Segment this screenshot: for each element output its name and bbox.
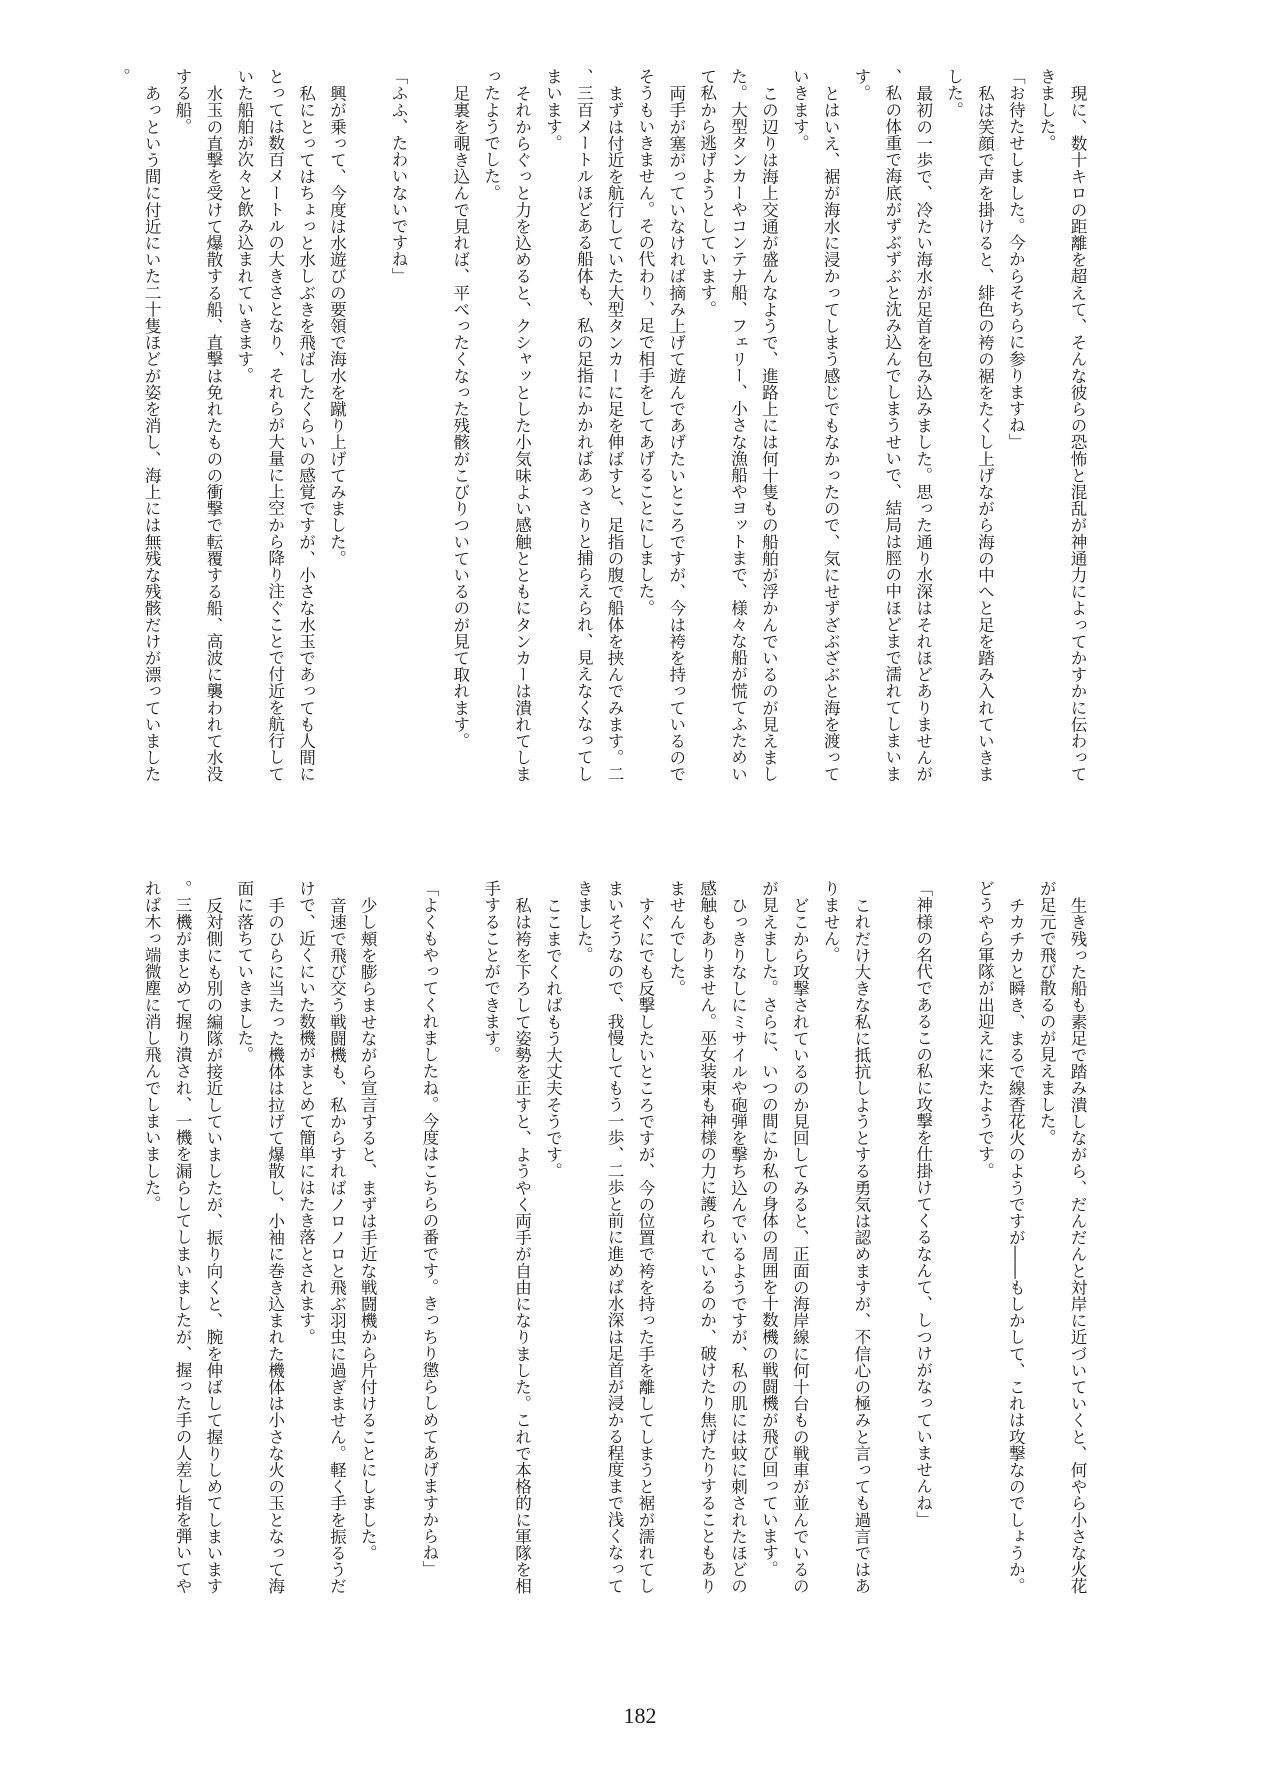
text-paragraph: 少し頬を膨らませながら宣言すると、まずは手近な戦闘機から片付けることにしました。 xyxy=(358,896,378,1561)
lower-text-block xyxy=(142,880,1092,1610)
blank-line xyxy=(876,880,907,1610)
text-paragraph: 足裏を覗き込んで見れば、平べったくなった残骸がこびりついているのが見て取れます。 xyxy=(450,84,470,749)
dialogue-paragraph: 「お待たせしました。今からそちらに参りますね」 xyxy=(1006,68,1026,450)
text-paragraph: とはいえ、裾が海水に浸かってしまう感じでもなかったので、気にせずざぶざぶと海を渡っていきます。 xyxy=(790,68,841,782)
text-paragraph: 私は笑顔で声を掛けると、緋色の袴の裾をたくし上げながら海の中へと足を踏み入れていきました。 xyxy=(944,68,995,782)
text-paragraph: 両手が塞がっていなければ摘み上げて遊んであげたいところですが、今は袴を持っているのでそうもいきません。その代わり、足で相手をしてあげることにしました。 xyxy=(635,68,686,782)
text-paragraph: どこから攻撃されているのか見回してみると、正面の海岸線に何十台もの戦車が並んでいるのが見えました。さらに、いつの間にか私の身体の周囲を十数機の戦闘機が飛び回っています。 xyxy=(759,880,810,1594)
text-paragraph: 生き残った船も素足で踏み潰しながら、だんだんと対岸に近づいていくと、何やら小さな火花が足元で飛び散るのが見えました。 xyxy=(1037,880,1087,1594)
text-paragraph: この辺りは海上交通が盛んなようで、進路上には何十隻もの船舶が浮かんでいるのが見えました。大型タンカーやコンテナ船、フェリー、小さな漁船やヨットまで、様々な船が慌てふためいて私から逃げようとしています。 xyxy=(697,68,779,782)
text-paragraph: すぐにでも反撃したいところですが、今の位置で袴を持った手を離してしまうと裾が濡れてしまいそうなので、我慢してもう一歩、二歩と前に進めば水深は足首が浸かる程度まで浅くなってきました。 xyxy=(574,880,655,1594)
text-paragraph: あっという間に付近にいた二十隻ほどが姿を消し、海上には無残な残骸だけが漂っていました。 xyxy=(111,68,162,782)
text-paragraph: それからぐっと力を込めると、クシャッとした小気味よい感触とともにタンカーは潰れてしまったようでした。 xyxy=(481,68,532,782)
text-paragraph: 反対側にも別の編隊が接近していましたが、振り向くと、腕を伸ばして握りしめてしまいます。三機がまとめて握り潰され、一機を漏らしてしまいましたが、握った手の人差し指を弾いてやれば木っ端微塵に消し飛んでしまいました。 xyxy=(142,880,223,1594)
text-paragraph: 水玉の直撃を受けて爆散する船、直撃は免れたものの衝撃で転覆する船、高波に襲われて水没する船。 xyxy=(173,68,223,782)
text-paragraph: 現に、数十キロの距離を超えて、そんな彼らの恐怖と混乱が神通力によってかすかに伝わってきました。 xyxy=(1037,68,1087,782)
text-paragraph: 私は袴を下ろして姿勢を正すと、ようやく両手が自由になりました。これで本格的に軍隊を相手することができます。 xyxy=(481,880,532,1594)
text-paragraph: 私にとってはちょっと水しぶきを飛ばしたくらいの感覚ですが、小さな水玉であっても人間にとっては数百メートルの大きさとなり、それらが大量に上空から降り注ぐことで付近を航行していた船舶が次々と飲み込まれていきます。 xyxy=(234,68,316,782)
dialogue-paragraph: 「ふふ、たわいないですね」 xyxy=(389,68,409,284)
text-paragraph: チカチカと瞬き、まるで線香花火のようですが――もしかして、これは攻撃なのでしょうか。どうやら軍隊が出迎えに来たようです。 xyxy=(975,880,1026,1594)
text-paragraph: 音速で飛び交う戦闘機も、私からすればノロノロと飛ぶ羽虫に過ぎません。軽く手を振るうだけで、近くにいた数機がまとめて簡単にはたき落とされます。 xyxy=(296,880,347,1594)
text-paragraph: 最初の一歩で、冷たい海水が足首を包み込みました。思った通り水深はそれほどありませんが、私の体重で海底がずぶずぶと沈み込んでしまうせいで、結局は脛の中ほどまで濡れてしまいます。 xyxy=(851,68,933,782)
dialogue-paragraph: 「よくもやってくれましたね。今度はこちらの番です。きっちり懲らしめてあげますからね」 xyxy=(419,880,439,1578)
text-paragraph: まずは付近を航行していた大型タンカーに足を伸ばすと、足指の腹で船体を挟んでみます。二、三百メートルほどある船体も、私の足指にかかればあっさりと捕らえられ、見えなくなってしまいます。 xyxy=(543,68,625,782)
text-paragraph: 手のひらに当たった機体は拉げて爆散し、小袖に巻き込まれた機体は小さな火の玉となって海面に落ちていきました。 xyxy=(234,880,285,1594)
blank-line xyxy=(444,880,475,1610)
blank-line xyxy=(413,68,444,798)
text-paragraph: 興が乗って、今度は水遊びの要領で海水を蹴り上げてみました。 xyxy=(327,84,347,566)
page-number: 182 xyxy=(623,1703,657,1728)
text-paragraph: ここまでくればもう大丈夫そうです。 xyxy=(543,896,563,1179)
upper-text-block xyxy=(111,68,1092,798)
text-paragraph: これだけ大きな私に抵抗しようとする勇気は認めますが、不信心の極みと言っても過言ではありません。 xyxy=(821,880,871,1594)
text-paragraph: ひっきりなしにミサイルや砲弾を撃ち込んでいるようですが、私の肌には蚊に刺されたほどの感触もありません。巫女装束も神様の力に護られているのか、破けたり焦げたりすることもありませんでした。 xyxy=(666,880,748,1594)
blank-line xyxy=(351,68,382,798)
blank-line xyxy=(382,880,413,1610)
dialogue-paragraph: 「神様の名代であるこの私に攻撃を仕掛けてくるなんて、しつけがなっていませんね」 xyxy=(913,880,933,1528)
blank-line xyxy=(938,880,969,1610)
